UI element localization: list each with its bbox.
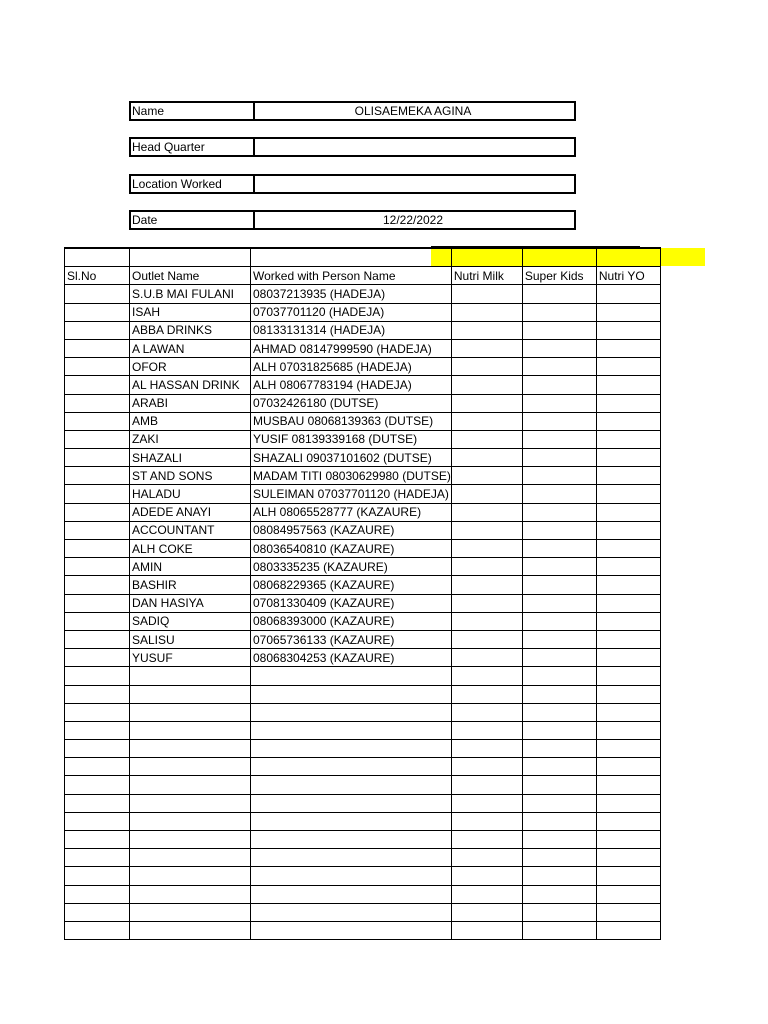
table-row [65,321,661,339]
sl-no-cell[interactable] [65,903,130,921]
nutri-milk-cell[interactable] [451,812,522,830]
worked-with-cell[interactable]: ALH 08065528777 (KAZAURE) [251,503,452,521]
super-kids-cell[interactable] [522,321,596,339]
outlet-name-cell[interactable] [130,794,251,812]
nutri-milk-cell[interactable] [451,921,522,939]
empty-row [65,885,661,903]
outlet-name-cell[interactable] [130,721,251,739]
worked-with-cell[interactable]: 07037701120 (HADEJA) [251,303,452,321]
super-kids-cell[interactable] [522,721,596,739]
nutri-milk-cell[interactable] [451,485,522,503]
nutri-yo-cell[interactable] [596,285,660,303]
column-header[interactable]: Sl.No [65,267,130,285]
sl-no-cell[interactable] [65,667,130,685]
blank-cell[interactable] [596,248,660,267]
nutri-yo-cell[interactable] [596,812,660,830]
location-worked-label: Location Worked [131,176,255,192]
worked-with-cell[interactable]: MUSBAU 08068139363 (DUTSE) [251,412,452,430]
outlet-name-cell[interactable]: SALISU [130,630,251,648]
date-field-row [129,210,576,230]
nutri-yo-cell[interactable] [596,521,660,539]
outlet-name-cell[interactable]: ACCOUNTANT [130,521,251,539]
blank-cell[interactable] [522,248,596,267]
table-row [65,558,661,576]
nutri-milk-cell[interactable] [451,358,522,376]
outlet-name-cell[interactable]: BASHIR [130,576,251,594]
table-row [65,594,661,612]
nutri-yo-cell[interactable] [596,594,660,612]
empty-row [65,867,661,885]
super-kids-cell[interactable] [522,430,596,448]
worked-with-cell[interactable]: 08084957563 (KAZAURE) [251,521,452,539]
table-row [65,467,661,485]
nutri-yo-cell[interactable] [596,630,660,648]
nutri-milk-cell[interactable] [451,594,522,612]
column-header[interactable]: Outlet Name [130,267,251,285]
sl-no-cell[interactable] [65,430,130,448]
highlight-top-border [431,246,640,248]
worked-with-cell[interactable] [251,758,452,776]
table-row [65,358,661,376]
sl-no-cell[interactable] [65,685,130,703]
empty-row [65,831,661,849]
nutri-yo-cell[interactable] [596,740,660,758]
super-kids-cell[interactable] [522,685,596,703]
sl-no-cell[interactable] [65,721,130,739]
worked-with-cell[interactable] [251,667,452,685]
empty-row [65,849,661,867]
sl-no-cell[interactable] [65,630,130,648]
nutri-yo-cell[interactable] [596,449,660,467]
nutri-yo-cell[interactable] [596,467,660,485]
table-row [65,376,661,394]
outlet-name-cell[interactable] [130,776,251,794]
nutri-milk-cell[interactable] [451,849,522,867]
table-row [65,576,661,594]
nutri-yo-cell[interactable] [596,685,660,703]
nutri-milk-cell[interactable] [451,630,522,648]
outlet-name-cell[interactable]: ABBA DRINKS [130,321,251,339]
sl-no-cell[interactable] [65,594,130,612]
nutri-milk-cell[interactable] [451,285,522,303]
sl-no-cell[interactable] [65,649,130,667]
outlet-name-cell[interactable] [130,812,251,830]
blank-cell[interactable] [65,248,130,267]
super-kids-cell[interactable] [522,649,596,667]
empty-row [65,794,661,812]
sl-no-cell[interactable] [65,612,130,630]
nutri-milk-cell[interactable] [451,430,522,448]
nutri-milk-cell[interactable] [451,831,522,849]
sl-no-cell[interactable] [65,794,130,812]
outlet-name-cell[interactable] [130,867,251,885]
worked-with-cell[interactable] [251,721,452,739]
sl-no-cell[interactable] [65,467,130,485]
nutri-yo-cell[interactable] [596,921,660,939]
nutri-milk-cell[interactable] [451,303,522,321]
sl-no-cell[interactable] [65,285,130,303]
sl-no-cell[interactable] [65,740,130,758]
column-header[interactable]: Worked with Person Name [251,267,452,285]
nutri-yo-cell[interactable] [596,485,660,503]
blank-cell[interactable] [451,248,522,267]
nutri-yo-cell[interactable] [596,794,660,812]
super-kids-cell[interactable] [522,412,596,430]
super-kids-cell[interactable] [522,758,596,776]
worked-with-cell[interactable] [251,794,452,812]
head-quarter-field-row [129,137,576,157]
worked-with-cell[interactable]: 08036540810 (KAZAURE) [251,540,452,558]
worked-with-cell[interactable]: 07065736133 (KAZAURE) [251,630,452,648]
nutri-milk-cell[interactable] [451,412,522,430]
sl-no-cell[interactable] [65,921,130,939]
sl-no-cell[interactable] [65,703,130,721]
nutri-yo-cell[interactable] [596,394,660,412]
nutri-yo-cell[interactable] [596,412,660,430]
empty-row [65,740,661,758]
worked-with-cell[interactable]: 08037213935 (HADEJA) [251,285,452,303]
date-value[interactable]: 12/22/2022 [382,213,444,227]
empty-row [65,903,661,921]
table-row [65,485,661,503]
nutri-milk-cell[interactable] [451,376,522,394]
name-value[interactable]: OLISAEMEKA AGINA [354,104,472,118]
sl-no-cell[interactable] [65,831,130,849]
nutri-milk-cell[interactable] [451,758,522,776]
nutri-yo-cell[interactable] [596,503,660,521]
empty-row [65,776,661,794]
outlet-name-cell[interactable] [130,885,251,903]
worked-with-cell[interactable]: MADAM TITI 08030629980 (DUTSE) [251,467,452,485]
nutri-milk-cell[interactable] [451,394,522,412]
nutri-milk-cell[interactable] [451,776,522,794]
super-kids-cell[interactable] [522,303,596,321]
nutri-yo-cell[interactable] [596,776,660,794]
nutri-milk-cell[interactable] [451,521,522,539]
outlet-name-cell[interactable]: ISAH [130,303,251,321]
worked-with-cell[interactable] [251,703,452,721]
outlet-name-cell[interactable]: SADIQ [130,612,251,630]
nutri-milk-cell[interactable] [451,503,522,521]
super-kids-cell[interactable] [522,449,596,467]
sl-no-cell[interactable] [65,485,130,503]
nutri-yo-cell[interactable] [596,885,660,903]
super-kids-cell[interactable] [522,667,596,685]
nutri-milk-cell[interactable] [451,794,522,812]
sl-no-cell[interactable] [65,321,130,339]
super-kids-cell[interactable] [522,285,596,303]
column-header[interactable]: Super Kids [522,267,596,285]
worked-with-cell[interactable]: ALH 08067783194 (HADEJA) [251,376,452,394]
empty-row [65,758,661,776]
nutri-milk-cell[interactable] [451,612,522,630]
table-row [65,503,661,521]
nutri-milk-cell[interactable] [451,903,522,921]
sl-no-cell[interactable] [65,449,130,467]
nutri-yo-cell[interactable] [596,576,660,594]
head-quarter-label: Head Quarter [131,139,255,155]
sl-no-cell[interactable] [65,867,130,885]
super-kids-cell[interactable] [522,521,596,539]
table-row [65,649,661,667]
outlet-name-cell[interactable]: YUSUF [130,649,251,667]
outlet-name-cell[interactable]: ADEDE ANAYI [130,503,251,521]
nutri-milk-cell[interactable] [451,703,522,721]
super-kids-cell[interactable] [522,503,596,521]
super-kids-cell[interactable] [522,376,596,394]
nutri-milk-cell[interactable] [451,649,522,667]
empty-row [65,703,661,721]
nutri-milk-cell[interactable] [451,339,522,357]
nutri-milk-cell[interactable] [451,740,522,758]
worked-with-cell[interactable]: 08068393000 (KAZAURE) [251,612,452,630]
outlet-name-cell[interactable]: DAN HASIYA [130,594,251,612]
sl-no-cell[interactable] [65,412,130,430]
outlet-name-cell[interactable] [130,667,251,685]
super-kids-cell[interactable] [522,740,596,758]
super-kids-cell[interactable] [522,885,596,903]
super-kids-cell[interactable] [522,467,596,485]
nutri-milk-cell[interactable] [451,667,522,685]
table-row [65,612,661,630]
outlet-name-cell[interactable]: ZAKI [130,430,251,448]
date-label: Date [131,212,255,228]
super-kids-cell[interactable] [522,630,596,648]
worked-with-cell[interactable] [251,831,452,849]
nutri-yo-cell[interactable] [596,721,660,739]
nutri-yo-cell[interactable] [596,903,660,921]
outlet-name-cell[interactable]: ALH COKE [130,540,251,558]
empty-row [65,921,661,939]
location-worked-field-row [129,174,576,194]
nutri-yo-cell[interactable] [596,303,660,321]
sl-no-cell[interactable] [65,303,130,321]
outlet-name-cell[interactable] [130,849,251,867]
nutri-yo-cell[interactable] [596,667,660,685]
nutri-yo-cell[interactable] [596,430,660,448]
outlet-name-cell[interactable] [130,740,251,758]
super-kids-cell[interactable] [522,867,596,885]
nutri-milk-cell[interactable] [451,885,522,903]
sl-no-cell[interactable] [65,540,130,558]
nutri-yo-cell[interactable] [596,849,660,867]
super-kids-cell[interactable] [522,849,596,867]
outlet-table [64,247,661,940]
table-row [65,303,661,321]
empty-row [65,721,661,739]
worked-with-cell[interactable] [251,903,452,921]
outlet-name-cell[interactable] [130,758,251,776]
sl-no-cell[interactable] [65,521,130,539]
outlet-name-cell[interactable]: AL HASSAN DRINK [130,376,251,394]
nutri-yo-cell[interactable] [596,612,660,630]
blank-header-row [65,248,661,267]
column-header[interactable]: Nutri Milk [451,267,522,285]
nutri-yo-cell[interactable] [596,558,660,576]
super-kids-cell[interactable] [522,540,596,558]
outlet-name-cell[interactable] [130,703,251,721]
worked-with-cell[interactable]: 08133131314 (HADEJA) [251,321,452,339]
sl-no-cell[interactable] [65,394,130,412]
nutri-milk-cell[interactable] [451,321,522,339]
nutri-yo-cell[interactable] [596,376,660,394]
empty-row [65,667,661,685]
table-row [65,540,661,558]
sl-no-cell[interactable] [65,358,130,376]
super-kids-cell[interactable] [522,594,596,612]
sl-no-cell[interactable] [65,339,130,357]
head-quarter-value[interactable] [252,139,574,155]
worked-with-cell[interactable] [251,740,452,758]
table-row [65,339,661,357]
worked-with-cell[interactable]: ALH 07031825685 (HADEJA) [251,358,452,376]
worked-with-cell[interactable]: YUSIF 08139339168 (DUTSE) [251,430,452,448]
super-kids-cell[interactable] [522,794,596,812]
blank-cell[interactable] [251,248,452,267]
super-kids-cell[interactable] [522,339,596,357]
super-kids-cell[interactable] [522,485,596,503]
sl-no-cell[interactable] [65,576,130,594]
nutri-yo-cell[interactable] [596,867,660,885]
nutri-yo-cell[interactable] [596,540,660,558]
name-label: Name [131,103,255,119]
worked-with-cell[interactable] [251,685,452,703]
nutri-milk-cell[interactable] [451,576,522,594]
super-kids-cell[interactable] [522,612,596,630]
worked-with-cell[interactable]: 07081330409 (KAZAURE) [251,594,452,612]
nutri-milk-cell[interactable] [451,467,522,485]
super-kids-cell[interactable] [522,921,596,939]
sl-no-cell[interactable] [65,503,130,521]
empty-row [65,685,661,703]
table-row [65,412,661,430]
nutri-yo-cell[interactable] [596,321,660,339]
super-kids-cell[interactable] [522,558,596,576]
empty-row [65,812,661,830]
super-kids-cell[interactable] [522,831,596,849]
location-worked-value[interactable] [252,176,574,192]
outlet-name-cell[interactable]: OFOR [130,358,251,376]
worked-with-cell[interactable]: 08068304253 (KAZAURE) [251,649,452,667]
worked-with-cell[interactable] [251,885,452,903]
column-header[interactable]: Nutri YO [596,267,660,285]
nutri-yo-cell[interactable] [596,758,660,776]
worked-with-cell[interactable] [251,849,452,867]
worked-with-cell[interactable] [251,867,452,885]
outlet-name-cell[interactable]: ST AND SONS [130,467,251,485]
nutri-yo-cell[interactable] [596,703,660,721]
nutri-yo-cell[interactable] [596,339,660,357]
worked-with-cell[interactable]: 0803335235 (KAZAURE) [251,558,452,576]
super-kids-cell[interactable] [522,903,596,921]
nutri-yo-cell[interactable] [596,649,660,667]
outlet-name-cell[interactable]: S.U.B MAI FULANI [130,285,251,303]
sl-no-cell[interactable] [65,849,130,867]
super-kids-cell[interactable] [522,812,596,830]
table-row [65,394,661,412]
super-kids-cell[interactable] [522,703,596,721]
column-header-row [65,267,661,285]
worked-with-cell[interactable]: SULEIMAN 07037701120 (HADEJA) [251,485,452,503]
sl-no-cell[interactable] [65,558,130,576]
worked-with-cell[interactable] [251,812,452,830]
sl-no-cell[interactable] [65,376,130,394]
super-kids-cell[interactable] [522,576,596,594]
nutri-yo-cell[interactable] [596,358,660,376]
outlet-name-cell[interactable]: ARABI [130,394,251,412]
table-row [65,630,661,648]
name-field-row [129,101,576,121]
worked-with-cell[interactable]: 07032426180 (DUTSE) [251,394,452,412]
super-kids-cell[interactable] [522,358,596,376]
worked-with-cell[interactable] [251,776,452,794]
outlet-name-cell[interactable]: A LAWAN [130,339,251,357]
outlet-name-cell[interactable] [130,903,251,921]
blank-cell[interactable] [130,248,251,267]
outlet-name-cell[interactable]: AMIN [130,558,251,576]
sl-no-cell[interactable] [65,885,130,903]
nutri-milk-cell[interactable] [451,685,522,703]
super-kids-cell[interactable] [522,776,596,794]
nutri-milk-cell[interactable] [451,721,522,739]
outlet-name-cell[interactable] [130,831,251,849]
sl-no-cell[interactable] [65,812,130,830]
nutri-milk-cell[interactable] [451,449,522,467]
outlet-name-cell[interactable]: HALADU [130,485,251,503]
table-row [65,430,661,448]
table-row [65,449,661,467]
worked-with-cell[interactable]: SHAZALI 09037101602 (DUTSE) [251,449,452,467]
table-row [65,285,661,303]
nutri-milk-cell[interactable] [451,540,522,558]
nutri-yo-cell[interactable] [596,831,660,849]
outlet-name-cell[interactable]: SHAZALI [130,449,251,467]
super-kids-cell[interactable] [522,394,596,412]
sl-no-cell[interactable] [65,758,130,776]
nutri-milk-cell[interactable] [451,867,522,885]
outlet-name-cell[interactable] [130,921,251,939]
worked-with-cell[interactable]: AHMAD 08147999590 (HADEJA) [251,339,452,357]
nutri-milk-cell[interactable] [451,558,522,576]
outlet-name-cell[interactable] [130,685,251,703]
sl-no-cell[interactable] [65,776,130,794]
table-row [65,521,661,539]
outlet-name-cell[interactable]: AMB [130,412,251,430]
worked-with-cell[interactable] [251,921,452,939]
worked-with-cell[interactable]: 08068229365 (KAZAURE) [251,576,452,594]
